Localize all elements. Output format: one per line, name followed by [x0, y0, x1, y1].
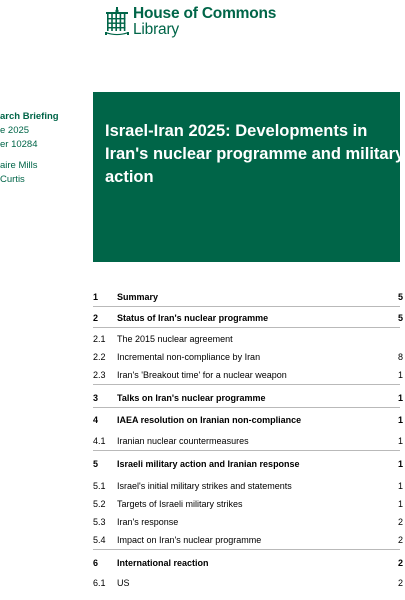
toc-divider: [93, 450, 400, 451]
publication-date: e 2025: [0, 125, 30, 136]
author-2: Curtis: [0, 174, 25, 185]
toc-entry-page: 1: [397, 481, 403, 491]
toc-entry-page: 2: [397, 517, 403, 527]
toc-entry-number: 5.3: [93, 517, 106, 527]
toc-entry-page: 8: [397, 352, 403, 362]
toc-entry[interactable]: [93, 455, 403, 473]
toc-divider: [93, 306, 400, 307]
toc-divider: [93, 384, 400, 385]
house-of-commons-library-logo: [105, 6, 276, 38]
toc-entry[interactable]: [93, 574, 403, 592]
toc-entry-number: 5.2: [93, 499, 106, 509]
toc-entry[interactable]: [93, 531, 403, 549]
toc-entry[interactable]: [93, 554, 403, 572]
toc-entry-title: Status of Iran's nuclear programme: [117, 313, 269, 323]
toc-entry-title: Israeli military action and Iranian response: [117, 459, 300, 469]
toc-entry[interactable]: [93, 432, 403, 450]
toc-entry-title: Incremental non-compliance by Iran: [117, 352, 261, 362]
toc-entry-title: Israel's initial military strikes and statements: [117, 481, 292, 491]
toc-entry-number: 2: [93, 313, 99, 323]
logo-line-1: House of Commons: [133, 5, 277, 22]
authors: [0, 159, 80, 187]
toc-entry-title: Iran's 'Breakout time' for a nuclear weapon: [117, 370, 287, 380]
briefing-metadata: [0, 110, 80, 190]
toc-entry[interactable]: [93, 309, 403, 327]
toc-entry-title: Iran's response: [117, 517, 179, 527]
author-1: aire Mills: [0, 160, 38, 171]
toc-entry-number: 4: [93, 415, 99, 425]
toc-entry-page: 2: [397, 578, 403, 588]
toc-entry-number: 6.1: [93, 578, 106, 588]
toc-entry-title: IAEA resolution on Iranian non-compliance: [117, 415, 302, 425]
toc-entry-page: 1: [397, 393, 403, 403]
toc-entry-number: 4.1: [93, 436, 106, 446]
toc-entry-number: 5: [93, 459, 99, 469]
toc-entry-number: 5.1: [93, 481, 106, 491]
toc-entry[interactable]: [93, 348, 403, 366]
toc-entry-page: 1: [397, 370, 403, 380]
toc-entry-title: Targets of Israeli military strikes: [117, 499, 243, 509]
portcullis-icon: [105, 7, 129, 35]
toc-entry[interactable]: [93, 366, 403, 384]
toc-entry-page: 2: [397, 558, 403, 568]
toc-entry-title: The 2015 nuclear agreement: [117, 334, 233, 344]
toc-entry-title: Summary: [117, 292, 159, 302]
toc-entry-page: 1: [397, 436, 403, 446]
toc-entry-number: 2.2: [93, 352, 106, 362]
toc-entry-number: 1: [93, 292, 99, 302]
toc-entry-title: Talks on Iran's nuclear programme: [117, 393, 266, 403]
toc-entry-number: 3: [93, 393, 99, 403]
toc-divider: [93, 407, 400, 408]
briefing-type: arch Briefing: [0, 111, 59, 122]
toc-entry-number: 6: [93, 558, 99, 568]
toc-entry-title: US: [117, 578, 130, 588]
toc-entry-title: Impact on Iran's nuclear programme: [117, 535, 262, 545]
toc-entry[interactable]: [93, 411, 403, 429]
toc-entry[interactable]: [93, 513, 403, 531]
toc-entry-page: 1: [397, 415, 403, 425]
logo-line-2: Library: [133, 21, 179, 38]
briefing-number: er 10284: [0, 139, 38, 150]
toc-divider: [93, 327, 400, 328]
toc-entry-page: 1: [397, 459, 403, 469]
toc-entry[interactable]: [93, 389, 403, 407]
toc-entry[interactable]: [93, 495, 403, 513]
toc-entry[interactable]: [93, 477, 403, 495]
toc-divider: [93, 549, 400, 550]
document-title: Israel-Iran 2025: Developments in Iran's nuclear programme and military action: [105, 122, 405, 186]
toc-entry-title: International reaction: [117, 558, 209, 568]
toc-entry-page: 2: [397, 535, 403, 545]
toc-entry-page: 5: [397, 313, 403, 323]
toc-entry-number: 5.4: [93, 535, 106, 545]
toc-entry-title: Iranian nuclear countermeasures: [117, 436, 249, 446]
logo-text: [133, 6, 276, 38]
toc-entry-page: 5: [397, 292, 403, 302]
title-panel: [93, 92, 405, 262]
toc-entry-number: 2.1: [93, 334, 106, 344]
toc-entry[interactable]: [93, 288, 403, 306]
toc-entry[interactable]: [93, 330, 400, 348]
toc-entry-page: 1: [397, 499, 403, 509]
toc-entry-number: 2.3: [93, 370, 106, 380]
